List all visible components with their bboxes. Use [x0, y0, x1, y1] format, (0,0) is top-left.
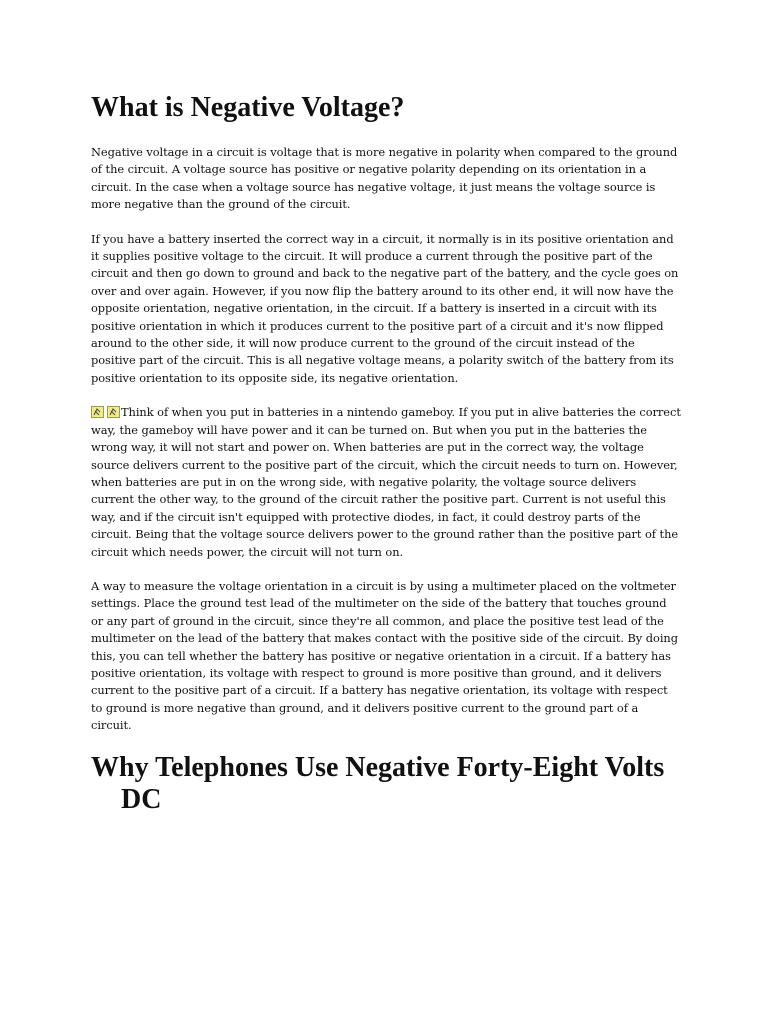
paragraph-3 — [91, 404, 681, 561]
inline-images — [91, 406, 120, 418]
section-heading: Why Telephones Use Negative Forty-Eight Volts DC — [91, 751, 665, 815]
broken-image-icon[interactable] — [91, 406, 104, 418]
paragraph-2: If you have a battery inserted the correct way in a circuit, it normally is in its positive orientation and it supplies positive voltage to the circuit. It will produce a current through the positive part of the circuit and then go down to ground and back to the negative part of the battery, and the cycle goes on over and over again. However, if you now flip the battery around to its other end, it will now have the opposite orientation, negative orientation, in the circuit. If a battery is inserted in a circuit with its positive orientation in which it produces current to the positive part of a circuit and it's now flipped around to the other side, it will now produce current to the ground of the circuit instead of the positive part of the circuit. This is all negative voltage means, a polarity switch of the battery from its positive orientation to its opposite side, its negative orientation. — [91, 231, 679, 385]
paragraph-1: Negative voltage in a circuit is voltage that is more negative in polarity when compared to the ground of the circuit. A voltage source has positive or negative polarity depending on its orientation in a circuit. In the case when a voltage source has negative voltage, it just means the voltage source is more negative than the ground of the circuit. — [91, 145, 678, 212]
broken-image-icon[interactable] — [107, 406, 120, 418]
paragraph-4: A way to measure the voltage orientation in a circuit is by using a multimeter placed on the voltmeter settings. Place the ground test lead of the multimeter on the side of the battery that touches ground or any part of ground in the circuit, since they're all common, and place the positive test lead of the multimeter on the lead of the battery that makes contact with the positive side of the circuit. By doing this, you can tell whether the battery has positive or negative orientation in a circuit. If a battery has positive orientation, its voltage with respect to ground is more positive than ground, and it delivers current to the positive part of a circuit. If a battery has negative orientation, its voltage with respect to ground is more negative than ground, and it delivers positive current to the ground part of a circuit. — [91, 578, 678, 733]
page-title: What is Negative Voltage? — [91, 92, 405, 123]
article — [91, 92, 681, 836]
paragraph-3-text: Think of when you put in batteries in a nintendo gameboy. If you put in alive batteries the correct way, the gameboy will have power and it can be turned on. But when you put in the batteries the wrong way, it will not start and power on. When batteries are put in the correct way, the voltage source delivers current to the positive part of the circuit, which the circuit needs to turn on. However, when batteries are put in on the wrong side, with negative polarity, the voltage source delivers current the other way, to the ground of the circuit rather the positive part. Current is not useful this way, and if the circuit isn't equipped with protective diodes, in fact, it could destroy parts of the circuit. Being that the voltage source delivers power to the ground rather than the positive part of the circuit which needs power, the circuit will not turn on. — [91, 405, 681, 559]
